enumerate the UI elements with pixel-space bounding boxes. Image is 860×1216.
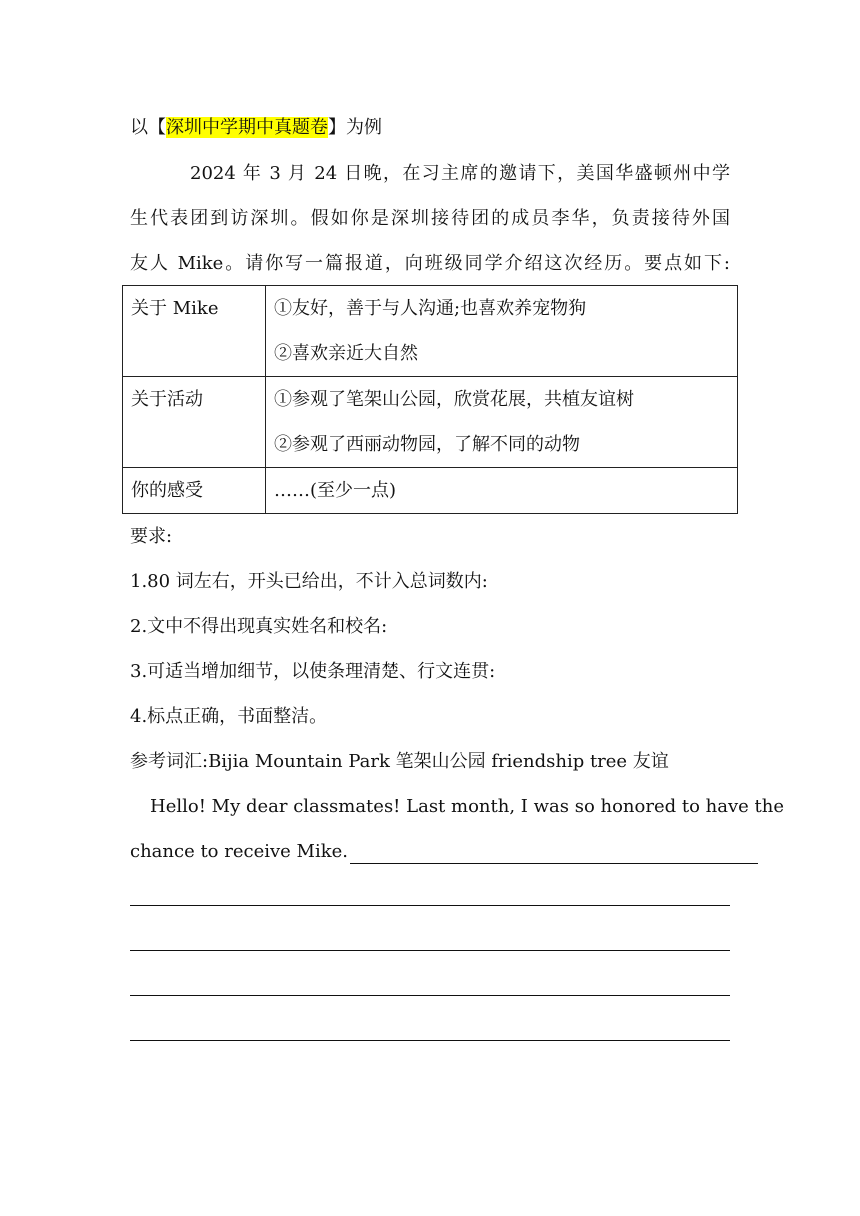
requirement-item: 3.可适当增加细节，以使条理清楚、行文连贯: xyxy=(130,661,496,682)
point-item: ①参观了笔架山公园，欣赏花展，共植友谊树 xyxy=(274,389,634,410)
table-row xyxy=(123,377,738,468)
essay-opening-line-2 xyxy=(130,840,730,864)
answer-line[interactable] xyxy=(130,1040,730,1041)
requirement-item: 2.文中不得出现真实姓名和校名: xyxy=(130,616,388,637)
point-item: ②喜欢亲近大自然 xyxy=(274,343,418,364)
row-label-cell xyxy=(123,377,266,468)
point-item: ……(至少一点) xyxy=(274,480,397,501)
requirements-heading: 要求: xyxy=(130,526,173,547)
prompt-line-3: 友人 Mike。请你写一篇报道，向班级同学介绍这次经历。要点如下: xyxy=(130,253,730,274)
intro-line xyxy=(130,116,730,140)
row-label: 关于活动 xyxy=(131,389,203,410)
intro-suffix: 】为例 xyxy=(328,117,382,138)
answer-line[interactable] xyxy=(130,995,730,996)
point-item: ②参观了西丽动物园，了解不同的动物 xyxy=(274,434,580,455)
row-content-cell xyxy=(266,286,738,377)
prompt-line-2: 生代表团到访深圳。假如你是深圳接待团的成员李华，负责接待外国 xyxy=(130,208,730,229)
table-row xyxy=(123,286,738,377)
row-content-cell xyxy=(266,377,738,468)
reference-vocabulary: 参考词汇:Bijia Mountain Park 笔架山公园 friendship tree 友谊 xyxy=(130,751,669,772)
highlighted-source: 深圳中学期中真题卷 xyxy=(166,117,328,138)
row-label-cell xyxy=(123,286,266,377)
point-item: ①友好，善于与人沟通;也喜欢养宠物狗 xyxy=(274,298,587,319)
answer-line[interactable] xyxy=(130,950,730,951)
requirement-item: 1.80 词左右，开头已给出，不计入总词数内: xyxy=(130,571,488,592)
key-points-table xyxy=(122,285,738,514)
prompt-line-1: 2024 年 3 月 24 日晚，在习主席的邀请下，美国华盛顿州中学 xyxy=(190,163,730,184)
row-label: 关于 Mike xyxy=(131,298,219,319)
intro-prefix: 以【 xyxy=(130,117,166,138)
answer-blank-inline[interactable] xyxy=(350,843,758,864)
row-content-cell xyxy=(266,468,738,514)
answer-line[interactable] xyxy=(130,905,730,906)
table-row xyxy=(123,468,738,514)
requirement-item: 4.标点正确，书面整洁。 xyxy=(130,706,328,727)
essay-opening-line-1: Hello! My dear classmates! Last month, I was so honored to have the xyxy=(150,796,784,817)
row-label: 你的感受 xyxy=(131,480,203,501)
row-label-cell xyxy=(123,468,266,514)
essay-opening-text: chance to receive Mike. xyxy=(130,841,349,862)
